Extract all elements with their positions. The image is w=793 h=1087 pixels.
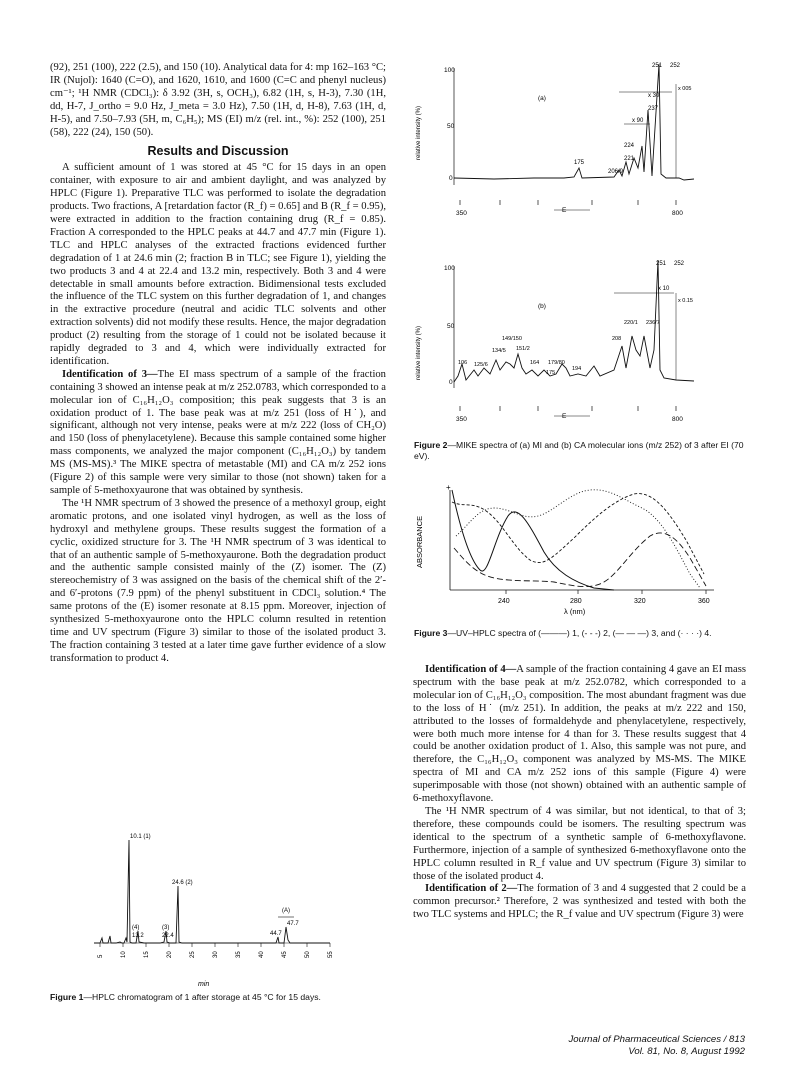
panel-a-peak-237: 237 xyxy=(648,106,659,112)
panel-a-ylabel: relative intensity (%) xyxy=(416,105,422,160)
peak-label-A: (A) xyxy=(282,908,290,914)
ident3-heading: Identification of 3— xyxy=(62,368,158,380)
panel-a-tag: (a) xyxy=(538,95,546,102)
uv-spectra-plot xyxy=(414,478,744,628)
panel-a-mult-30: x 30 xyxy=(648,93,660,99)
ident4-text: A sample of the fraction containing 4 gave an EI mass spectrum with the base peak at m/z 252.0782, which corresponded to a molecular ion of C₁₆H₁₂O₃ composition. The most abundant fragment was due to the loss of H˙ (m/z 251). In addition, the peaks at m/z 222 and 150, attributed to the losses of formaldehyde and phenylacetylene, respectively, were both much more intense for 4 than for 3. These results suggest that 4 could be another oxidation product of 1. Also, this sample was not pure, and therefore, the C₁₆H₁₂O₃ component was analyzed by MS-MS. The MIKE spectra of MI and CA m/z 252 ions of this sample (Figure 4) were superimposable with those (not shown) obtained with an authentic sample of 6-methoxyflavone. xyxy=(413,664,746,805)
panel-b-ylabel: relative intensity (%) xyxy=(416,325,422,380)
panel-b-x800: 800 xyxy=(672,416,683,423)
x-tick-label: 10 xyxy=(121,951,127,958)
journal-footer xyxy=(568,1034,745,1057)
panel-b-y0: 0 xyxy=(449,379,453,386)
peak-label-3: (3) xyxy=(162,925,170,931)
x-tick-label: 5 xyxy=(98,954,104,958)
figure-1-caption-text: —HPLC chromatogram of 1 after storage at 45 °C for 15 days. xyxy=(83,992,321,1002)
ident4-heading: Identification of 4— xyxy=(425,664,517,675)
figure-2-caption-label: Figure 2 xyxy=(414,440,448,450)
uv-series-3 xyxy=(454,533,706,587)
x-tick-label: 35 xyxy=(236,951,242,958)
x-tick-label: 50 xyxy=(305,951,311,958)
x-axis-ticks xyxy=(98,943,334,958)
panel-b-peak-2367: 236/7 xyxy=(646,320,660,326)
peak-label-477: 47.7 xyxy=(287,921,299,927)
panel-a-y0: 0 xyxy=(449,175,453,182)
x-tick-label: 30 xyxy=(213,951,219,958)
panel-a-peak-2069: 206/9 xyxy=(608,169,624,175)
panel-b-peak-17980: 179/80 xyxy=(548,360,565,366)
panel-b-mult-015: x 0.15 xyxy=(678,298,693,304)
figure-1 xyxy=(50,826,390,1006)
panel-b-xticks xyxy=(460,406,676,411)
peak-label-3-time: 22.4 xyxy=(162,933,174,939)
panel-b-peak-208: 208 xyxy=(612,336,622,342)
peak-label-447: 44.7 xyxy=(270,931,282,937)
x-tick-label: 45 xyxy=(282,951,288,958)
panel-b-xE: E xyxy=(562,413,567,420)
footer-line-2: Vol. 81, No. 8, August 1992 xyxy=(628,1045,745,1057)
panel-a-xE: E xyxy=(562,207,567,214)
ident2-text: The formation of 3 and 4 suggested that 2 could be a common precursor.² Therefore, 2 was synthesized and tested with both the two TLC systems and HPLC; the R_f value and UV spectrum (Figure 3) were xyxy=(413,883,746,921)
analytical-data-paragraph: (92), 251 (100), 222 (2.5), and 150 (10). Analytical data for 4: mp 162–163 °C; IR (Nujol): 1640 (C=O), and 1620, 1610, and 1600 (C=C and phenyl nucleus) cm⁻¹; ¹H NMR (CDCl₃): δ 3.92 (3H, s, OCH₃), 6.82 (1H, s, H-3), 7.30 (1H, dd, H-7, J_ortho = 9.0 Hz, J_meta = 3.0 Hz), 7.50 (1H, d, H-8), 7.63 (1H, d, H-5), and 7.50–7.93 (5H, m, C₆H₅); MS (EI) m/z (rel. int., %): 252 (100), 251 (58), 222 (24), 150 (50). xyxy=(50,62,386,138)
right-column xyxy=(413,664,746,922)
panel-b-mult-10: x 10 xyxy=(658,286,670,292)
x-axis-label: min xyxy=(198,981,210,988)
panel-b-y100: 100 xyxy=(444,265,455,272)
panel-b-peak-252: 252 xyxy=(674,261,685,267)
peak-label-4-time: 13.2 xyxy=(132,933,144,939)
panel-a-peak-224: 224 xyxy=(624,143,635,149)
results-paragraph: A sufficient amount of 1 was stored at 45 °C for 15 days in an open container, with exposure to air and ambient daylight, and was analyzed by HPLC (Figure 1). Preparative TLC was performed to isolate the degradation products. Two fractions, A [retardation factor (R_f) = 0.65] and B (R_f = 0.95), were extracted in addition to the fraction containing drug (R_f = 0.85). Fraction A corresponded to the HPLC peaks at 44.7 and 47.7 min (Figure 1). TLC and HPLC analyses of the extracted fractions evidenced further degradation of 1 at 24.6 min (2; fraction B in TLC; see Figure 1), yielding the two products 3 and 4 at 22.4 and 13.2 min, respectively. Both 3 and 4 were detectable in small amounts before extraction. Bidimensional tests excluded the influence of the TLC system on this further degradation of 1, and changes in the extractive procedure (neutral and acidic TLC solvents and other extraction solvents) did not modify these results. Hence, the major degradation product (2) resulting from the storage of 1 could not be isolated because it rapidly degraded to 3 and 4, which were individually extracted for identification. xyxy=(50,162,386,367)
figure-2-caption-text: —MIKE spectra of (a) MI and (b) CA molecular ions (m/z 252) of 3 after EI (70 eV). xyxy=(414,440,744,461)
panel-b-peak-251: 251 xyxy=(656,261,667,267)
peak-label-2: 24.6 (2) xyxy=(172,880,193,886)
panel-b-peak-1512: 151/2 xyxy=(516,346,530,352)
panel-b-peak-2201: 220/1 xyxy=(624,320,638,326)
panel-a-mult-005: x 005 xyxy=(678,86,692,92)
uv-x-ticks xyxy=(498,590,710,605)
panel-a-y50: 50 xyxy=(447,123,455,130)
panel-b-peak-149150: 149/150 xyxy=(502,336,522,342)
ident3-text: The EI mass spectrum of a sample of the fraction containing 3 showed an intense peak at m/z 252.0783, which corresponded to a molecular ion of C₁₆H₁₂O₃ composition; this peak suggests that 3 is an oxidation product of 1. The base peak was at m/z 251 (loss of H˙), and significant, although not very intense, peaks were at m/z 222 (loss of CH₂O) and 150 (loss of phenylacetylene). Because this sample contained some higher mass components, we analyzed the major component (C₁₆H₁₂O₃) by tandem MS (MS-MS).³ The MIKE spectra of metastable (MI) and CA m/z 252 ions (Figure 2) of this sample were very similar to those (not shown) taken for a sample of 5-methoxyaurone that was obtained by synthesis. xyxy=(50,368,386,496)
figure-3-caption-text: —UV–HPLC spectra of (———) 1, (- - -) 2, (— — —) 3, and (· · · ·) 4. xyxy=(447,628,712,638)
figure-2-caption xyxy=(414,440,749,461)
uv-marker: + xyxy=(446,483,451,492)
uv-tick-label: 280 xyxy=(570,598,582,605)
ident3-paragraph xyxy=(50,369,386,498)
panel-a-mult-90: x 90 xyxy=(632,118,644,124)
panel-b-y50: 50 xyxy=(447,323,455,330)
figure-3-caption xyxy=(414,628,749,639)
uv-series-4 xyxy=(456,490,700,588)
panel-b-peak-1256: 125/6 xyxy=(474,362,488,368)
ident4-paragraph xyxy=(413,664,746,806)
x-tick-label: 25 xyxy=(190,951,196,958)
panel-b-peak-175: 175 xyxy=(546,370,556,376)
hplc-chromatogram xyxy=(50,826,390,1006)
figure-2 xyxy=(414,50,744,435)
uv-xlabel: λ (nm) xyxy=(564,607,586,616)
panel-b-peak-106: 106 xyxy=(458,360,468,366)
figure-1-caption xyxy=(50,992,390,1003)
mike-spectra xyxy=(414,50,744,435)
x-tick-label: 55 xyxy=(328,951,334,958)
figure-1-caption-label: Figure 1 xyxy=(50,992,84,1002)
panel-b-peak-164: 164 xyxy=(530,360,540,366)
ident3-paragraph-2: The ¹H NMR spectrum of 3 showed the presence of a methoxyl group, eight aromatic protons, and one isolated vinyl hydrogen, as well as the loss of hydroxyl and methylene groups. These results suggest the formation of a cyclic, oxidized structure for 3. The ¹H NMR spectrum of 3 was identical to that of an authentic sample of 5-methoxyaurone. Both the degradation product and the authentic sample consisted mainly of the (Z) isomer. The (Z) stereochemistry of 3 was assigned on the basis of the chemical shift of the 2′- and 6′-protons (7.9 ppm) of the phenyl substituent in CDCl₃ solution.⁴ The same protons of the (E) isomer resonate at 8.15 ppm. Moreover, injection of synthesized 5-methoxyaurone onto the HPLC column resulted in retention time and UV spectrum (Figure 3) similar to those of the isolated product 3. The fraction containing 3 tested at a later time gave further evidence of a slow transformation to product 4. xyxy=(50,497,386,664)
x-tick-label: 40 xyxy=(259,951,265,958)
panel-a-peak-251: 251 xyxy=(652,63,663,69)
panel-b-peak-194: 194 xyxy=(572,366,582,372)
panel-a-xticks xyxy=(460,200,676,205)
panel-b-peak-1345: 134/5 xyxy=(492,348,506,354)
section-heading: Results and Discussion xyxy=(147,144,289,159)
uv-tick-label: 240 xyxy=(498,598,510,605)
x-tick-label: 20 xyxy=(167,951,173,958)
panel-a-peak-252: 252 xyxy=(670,63,681,69)
footer-line-1: Journal of Pharmaceutical Sciences / 813 xyxy=(568,1034,745,1045)
panel-a-y100: 100 xyxy=(444,67,455,74)
panel-a-x350: 350 xyxy=(456,210,467,217)
panel-b-tag: (b) xyxy=(538,303,546,310)
figure-3 xyxy=(414,478,744,628)
ident4-paragraph-2: The ¹H NMR spectrum of 4 was similar, but not identical, to that of 3; therefore, these compounds could be isomers. The resulting spectrum was identical to the spectrum of a synthetic sample of 6-methoxyflavone. Furthermore, injection of a sample of synthesized 6-methoxyflavone onto the HPLC column resulted in R_f value and UV spectrum (Figure 3) similar to those of the isolated product 4. xyxy=(413,805,746,882)
panel-a-x800: 800 xyxy=(672,210,683,217)
uv-tick-label: 320 xyxy=(634,598,646,605)
ident2-heading: Identification of 2— xyxy=(425,883,518,895)
chromatogram-trace xyxy=(94,840,330,943)
panel-a-peak-175: 175 xyxy=(574,160,585,166)
ident2-paragraph xyxy=(413,883,746,922)
uv-series-1 xyxy=(452,490,614,590)
panel-b-x350: 350 xyxy=(456,416,467,423)
x-tick-label: 15 xyxy=(144,951,150,958)
uv-ylabel: ABSORBANCE xyxy=(415,515,424,568)
peak-label-1: 10.1 (1) xyxy=(130,834,151,840)
left-column xyxy=(50,62,386,666)
figure-3-caption-label: Figure 3 xyxy=(414,628,448,638)
peak-label-4: (4) xyxy=(132,925,140,931)
panel-a-peak-221: 221 xyxy=(624,156,635,162)
uv-tick-label: 360 xyxy=(698,598,710,605)
